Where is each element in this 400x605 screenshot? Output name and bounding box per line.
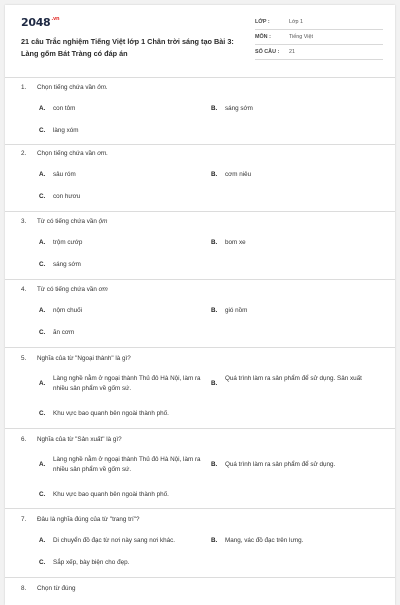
divider [5,508,395,509]
meta-subject-key: MÔN : [255,34,271,40]
question-text: 2. Chọn tiếng chứa vần ơm. [21,150,109,157]
divider [5,77,395,78]
worksheet-page: $2048^{.vn}$ 21 câu Trắc nghiệm Tiếng Việt lớp 1 Chân trời sáng tạo Bài 3: Làng gốm Bát Tràng có đáp án LỚP : Lớp 1 MÔN : Tiếng Việt SỐ CÂU : 21 1. Chọn tiếng chứa vần ôm. A. con tôm B. sáng sớm C. làng xóm 2. Chọn tiếng chứa vần ơm. A. sâu róm B. cơm niêu C. con hươu 3. Từ có tiếng chứa vần ộm A. trộm cướp B. bom xe C. sáng sớm 4. Từ có tiếng chứa vần ơm A. nộm chuối B. gió nồm C. ăn cơm 5. Nghĩa của từ "Ngoại thành" là gì? A. Làng nghề nằm ở ngoại thành Thủ đô Hà Nội, làm ra nhiều sản phẩm về gốm sứ. B. Quá trình làm ra sản phẩm để sử dụng. Sản xuất C. Khu vực bao quanh bên ngoài thành phố. 6. Nghĩa của từ "Sản xuất" là gì? A. Làng nghề nằm ở ngoại thành Thủ đô Hà Nội, làm ra nhiều sản phẩm về gốm sứ. B. Quá trình làm ra sản phẩm để sử dụng. C. Khu vực bao quanh bên ngoài thành phố. 7. Đâu là nghĩa đúng của từ "trang trí"? A. Di chuyển đồ đạc từ nơi này sang nơi khác. B. Mang, vác đồ đạc trên lưng. C. Sắp xếp, bày biện cho đẹp. 8. Chọn từ đúng [5,5,395,605]
meta-grade-value: Lớp 1 [289,19,304,25]
meta-grade-key: LỚP : [255,19,270,25]
divider [5,428,395,429]
question-text: 6. Nghĩa của từ "Sản xuất" là gì? [21,436,122,443]
meta-count-key: SỐ CÂU : [255,49,280,55]
meta-subject-value: Tiếng Việt [289,34,313,40]
question-text: 5. Nghĩa của từ "Ngoại thành" là gì? [21,355,131,362]
question-text: 1. Chọn tiếng chứa vần ôm. [21,84,108,91]
question-text: 4. Từ có tiếng chứa vần ơm [21,286,108,293]
page-title: 21 câu Trắc nghiệm Tiếng Việt lớp 1 Chân trời sáng tạo Bài 3: Làng gốm Bát Tràng có đáp án [21,37,234,58]
divider [5,279,395,280]
site-logo[interactable]: $2048^{.vn}$ [21,16,60,29]
question-text: 8. Chọn từ đúng [21,585,76,592]
meta-count [255,46,383,60]
divider [5,347,395,348]
divider [5,144,395,145]
divider [5,211,395,212]
meta-count-value: 21 [289,49,295,55]
meta-grade [255,16,383,30]
worksheet-header [5,5,395,75]
question-text: 3. Từ có tiếng chứa vần ộm [21,218,108,225]
divider [5,577,395,578]
question-text: 7. Đâu là nghĩa đúng của từ "trang trí"? [21,516,140,523]
meta-subject [255,31,383,45]
